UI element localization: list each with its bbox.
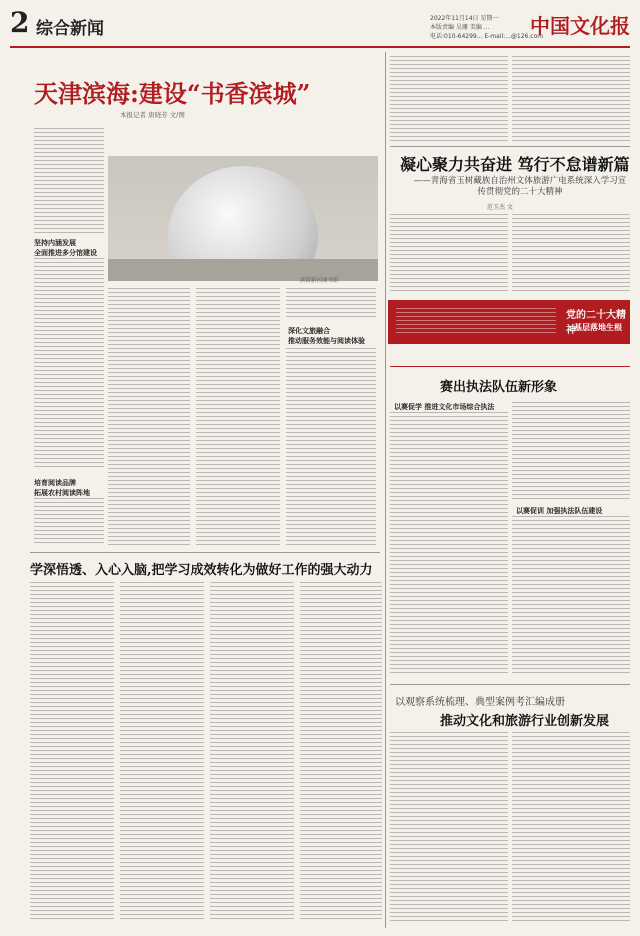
typical-col2 (512, 732, 630, 924)
banner-block (388, 300, 630, 344)
study-col1 (30, 582, 114, 922)
masthead-logo: 中国文化报 (530, 14, 630, 38)
lead-headline: 天津滨海:建设“书香滨城” (34, 79, 311, 108)
qinghai-col2 (512, 214, 630, 294)
enforcement-subhead-2: 以赛促训 加强执法队伍建设 (516, 507, 603, 515)
banner-subtitle: 基层落地生根 (574, 322, 622, 332)
issue-date: 2022年11月14日 星期一 (430, 15, 499, 22)
lead-body-col2 (108, 288, 190, 546)
enforcement-subhead-1: 以赛促学 推进文化市场综合执法 (394, 403, 495, 411)
prev-col2 (512, 56, 630, 142)
contact-line: 电话:010-64299... E-mail:...@126.com (430, 33, 544, 40)
column-divider (385, 52, 386, 928)
banner-title: 党的二十大精神 (566, 310, 626, 336)
typical-col1 (390, 732, 508, 924)
lead-body-col4 (286, 348, 376, 546)
enforcement-headline: 赛出执法队伍新形象 (440, 380, 558, 395)
lead-subhead-4: 拓展农村阅读阵地 (34, 489, 90, 497)
divider (390, 366, 630, 367)
enforcement-col2-top (512, 402, 630, 500)
lead-body-col4-top (286, 288, 376, 320)
lead-subhead-5: 深化文旅融合 (288, 327, 330, 335)
header-meta (430, 14, 543, 41)
lead-subhead-1: 坚持内涵发展 (34, 239, 76, 247)
enforcement-col1 (390, 412, 508, 676)
study-col3 (210, 582, 294, 922)
enforcement-col2 (512, 516, 630, 676)
lead-photo-caption: 滨海新区图书馆 (300, 278, 339, 284)
study-col2 (120, 582, 204, 922)
lead-byline: 本报记者 唐晓芳 文/图 (120, 111, 185, 119)
divider (390, 684, 630, 685)
typical-headline: 推动文化和旅游行业创新发展 (440, 714, 610, 729)
lead-body-col3 (196, 288, 280, 546)
study-headline: 学深悟透、入心入脑,把学习成效转化为做好工作的强大动力 (30, 563, 373, 578)
lead-subhead-6: 推动服务效能与阅读体验 (288, 337, 365, 345)
lead-body-col1 (34, 258, 104, 470)
qinghai-col1 (390, 214, 508, 294)
lead-subhead-2: 全面推进多分馆建设 (34, 249, 97, 257)
lead-subhead-3: 培育阅读品牌 (34, 479, 76, 487)
qinghai-subtitle: ——青海省玉树藏族自治州文体旅游广电系统深入学习宣传贯彻党的二十大精神 (413, 176, 627, 197)
editor-line: 本版责编 吴珊 美编 ... (430, 24, 490, 31)
lead-body-col1-top (34, 128, 104, 233)
divider (30, 552, 380, 553)
lead-photo (108, 156, 378, 281)
prev-col1 (390, 56, 508, 142)
page-number: 2 (10, 6, 30, 39)
study-col4 (300, 582, 382, 922)
typical-kicker: 以观察系统梳理、典型案例考汇编成册 (395, 697, 565, 708)
lead-body-col1-bottom (34, 498, 104, 546)
banner-text-lines (396, 308, 556, 336)
qinghai-byline: 范玉杰 文 (487, 204, 513, 211)
divider (390, 146, 630, 147)
qinghai-headline: 凝心聚力共奋进 笃行不怠谱新篇 (400, 155, 630, 174)
section-title: 综合新闻 (36, 19, 104, 39)
page-header (10, 8, 630, 48)
